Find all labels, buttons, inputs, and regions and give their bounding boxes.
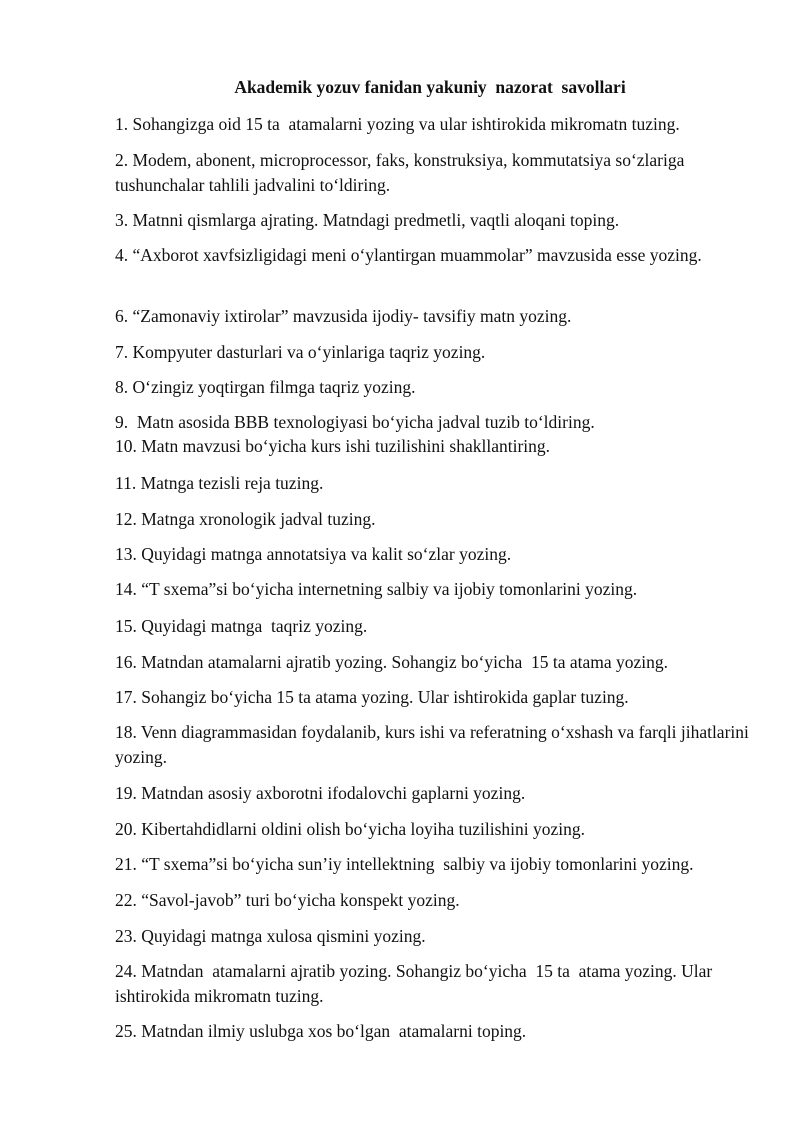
question-17: 17. Sohangiz bo‘yicha 15 ta atama yozing. Ular ishtirokida gaplar tuzing. bbox=[115, 687, 629, 707]
question-7: 7. Kompyuter dasturlari va o‘yinlariga taqriz yozing. bbox=[115, 342, 486, 362]
question-21: 21. “T sxema”si bo‘yicha sun’iy intellektning salbiy va ijobiy tomonlarini yozing. bbox=[115, 854, 694, 874]
question-2: 2. Modem, abonent, microprocessor, faks, konstruksiya, kommutatsiya so‘zlariga tushunchalar tahlili jadvalini to‘ldiring. bbox=[115, 150, 689, 195]
question-12: 12. Matnga xronologik jadval tuzing. bbox=[115, 509, 376, 529]
question-6: 6. “Zamonaviy ixtirolar” mavzusida ijodiy- tavsifiy matn yozing. bbox=[115, 306, 572, 326]
question-24: 24. Matndan atamalarni ajratib yozing. Sohangiz bo‘yicha 15 ta atama yozing. Ular ishtirokida mikromatn tuzing. bbox=[115, 961, 717, 1006]
question-13: 13. Quyidagi matnga annotatsiya va kalit so‘zlar yozing. bbox=[115, 544, 512, 564]
question-10: 10. Matn mavzusi bo‘yicha kurs ishi tuzilishini shakllantiring. bbox=[115, 436, 551, 456]
question-20: 20. Kibertahdidlarni oldini olish bo‘yicha loyiha tuzilishini yozing. bbox=[115, 819, 585, 839]
question-4: 4. “Axborot xavfsizligidagi meni o‘ylantirgan muammolar” mavzusida esse yozing. bbox=[115, 245, 702, 265]
document-title: Akademik yozuv fanidan yakuniy nazorat savollari bbox=[234, 77, 626, 97]
question-16: 16. Matndan atamalarni ajratib yozing. Sohangiz bo‘yicha 15 ta atama yozing. bbox=[115, 652, 669, 672]
question-22: 22. “Savol-javob” turi bo‘yicha konspekt yozing. bbox=[115, 890, 460, 910]
question-9: 9. Matn asosida BBB texnologiyasi bo‘yicha jadval tuzib to‘ldiring. bbox=[115, 412, 595, 432]
question-19: 19. Matndan asosiy axborotni ifodalovchi gaplarni yozing. bbox=[115, 783, 526, 803]
question-8: 8. O‘zingiz yoqtirgan filmga taqriz yozing. bbox=[115, 377, 416, 397]
question-11: 11. Matnga tezisli reja tuzing. bbox=[115, 473, 324, 493]
question-25: 25. Matndan ilmiy uslubga xos bo‘lgan atamalarni toping. bbox=[115, 1021, 527, 1041]
question-1: 1. Sohangizga oid 15 ta atamalarni yozing va ular ishtirokida mikromatn tuzing. bbox=[115, 114, 680, 134]
question-14: 14. “T sxema”si bo‘yicha internetning salbiy va ijobiy tomonlarini yozing. bbox=[115, 579, 638, 599]
question-18: 18. Venn diagrammasidan foydalanib, kurs ishi va referatning o‘xshash va farqli jihatlarini yozing. bbox=[115, 722, 754, 767]
question-23: 23. Quyidagi matnga xulosa qismini yozing. bbox=[115, 926, 426, 946]
question-3: 3. Matnni qismlarga ajrating. Matndagi predmetli, vaqtli aloqani toping. bbox=[115, 210, 620, 230]
question-15: 15. Quyidagi matnga taqriz yozing. bbox=[115, 616, 368, 636]
